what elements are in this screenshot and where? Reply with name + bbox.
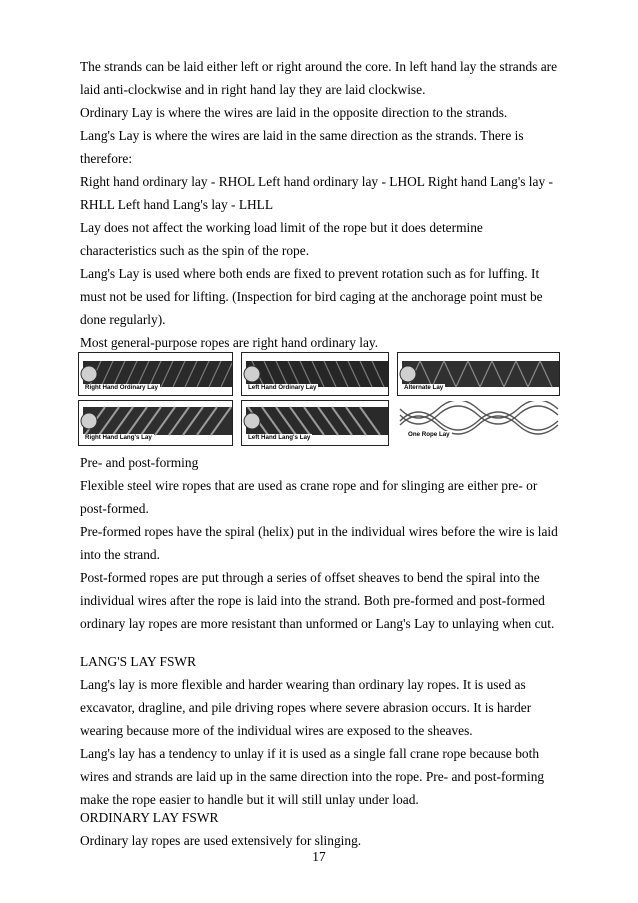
heading-langs-lay-fswr: LANG'S LAY FSWR xyxy=(80,654,197,669)
paragraph-langs-flexible: Lang's lay is more flexible and harder wearing than ordinary lay ropes. It is used as excavator, dragline, and pile driving ropes where severe abrasion occurs. It is harder wearing because more of the individual wires are exposed to the sheaves. xyxy=(80,677,532,739)
rope-image-one-rope-lay xyxy=(397,400,560,446)
paragraph-langs-lay: Lang's Lay is where the wires are laid in the same direction as the strands. There is therefore: xyxy=(80,128,524,167)
rope-image-right-hand-ordinary-lay xyxy=(78,352,233,396)
paragraph-langs-lay-usage: Lang's Lay is used where both ends are fixed to prevent rotation such as for luffing. It must not be used for lifting. (Inspection for bird caging at the anchorage point must be done regularly). xyxy=(80,266,543,328)
rope-label-left-hand-ordinary-lay: Left Hand Ordinary Lay xyxy=(248,384,317,391)
rope-label-left-hand-langs-lay: Left Hand Lang's Lay xyxy=(248,434,311,441)
rope-label-alternate-lay: Alternate Lay xyxy=(404,384,444,391)
rope-label-right-hand-langs-lay: Right Hand Lang's Lay xyxy=(85,434,152,441)
page-number: 17 xyxy=(312,849,326,864)
rope-image-alternate-lay xyxy=(397,352,560,396)
paragraph-general-purpose: Most general-purpose ropes are right hand ordinary lay. xyxy=(80,335,379,350)
heading-ordinary-lay-fswr: ORDINARY LAY FSWR xyxy=(80,810,219,825)
paragraph-lay-characteristics: Lay does not affect the working load limit of the rope but it does determine characteristics such as the spin of the rope. xyxy=(80,220,483,259)
rope-image-left-hand-ordinary-lay xyxy=(241,352,389,396)
paragraph-ordinary-slinging: Ordinary lay ropes are used extensively for slinging. xyxy=(80,833,362,848)
paragraph-langs-unlay: Lang's lay has a tendency to unlay if it is used as a single fall crane rope because both wires and strands are laid up in the same direction into the rope. Pre- and post-forming make the rope easier to handle but it will still unlay under load. xyxy=(80,746,545,808)
paragraph-strand-lay: The strands can be laid either left or right around the core. In left hand lay the strands are laid anti-clockwise and in right hand lay they are laid clockwise. xyxy=(80,59,558,98)
rope-lay-figure xyxy=(78,352,560,446)
paragraph-lay-abbreviations: Right hand ordinary lay - RHOL Left hand ordinary lay - LHOL Right hand Lang's lay - RHLL Left hand Lang's lay - LHLL xyxy=(80,174,553,213)
rope-label-one-rope-lay: One Rope Lay xyxy=(408,431,450,438)
paragraph-forming-intro: Flexible steel wire ropes that are used as crane rope and for slinging are either pre- or post-formed. xyxy=(80,478,538,517)
paragraph-pre-formed: Pre-formed ropes have the spiral (helix) put in the individual wires before the wire is laid into the strand. xyxy=(80,524,558,563)
rope-image-right-hand-langs-lay xyxy=(78,400,233,446)
heading-pre-post-forming: Pre- and post-forming xyxy=(80,455,199,470)
paragraph-post-formed: Post-formed ropes are put through a series of offset sheaves to bend the spiral into the individual wires after the rope is laid into the strand. Both pre-formed and post-formed ordinary lay ropes are more resistant than unformed or Lang's Lay to unlaying when cut. xyxy=(80,570,555,632)
rope-image-left-hand-langs-lay xyxy=(241,400,389,446)
rope-label-right-hand-ordinary-lay: Right Hand Ordinary Lay xyxy=(85,384,158,391)
paragraph-ordinary-lay: Ordinary Lay is where the wires are laid in the opposite direction to the strands. xyxy=(80,105,508,120)
